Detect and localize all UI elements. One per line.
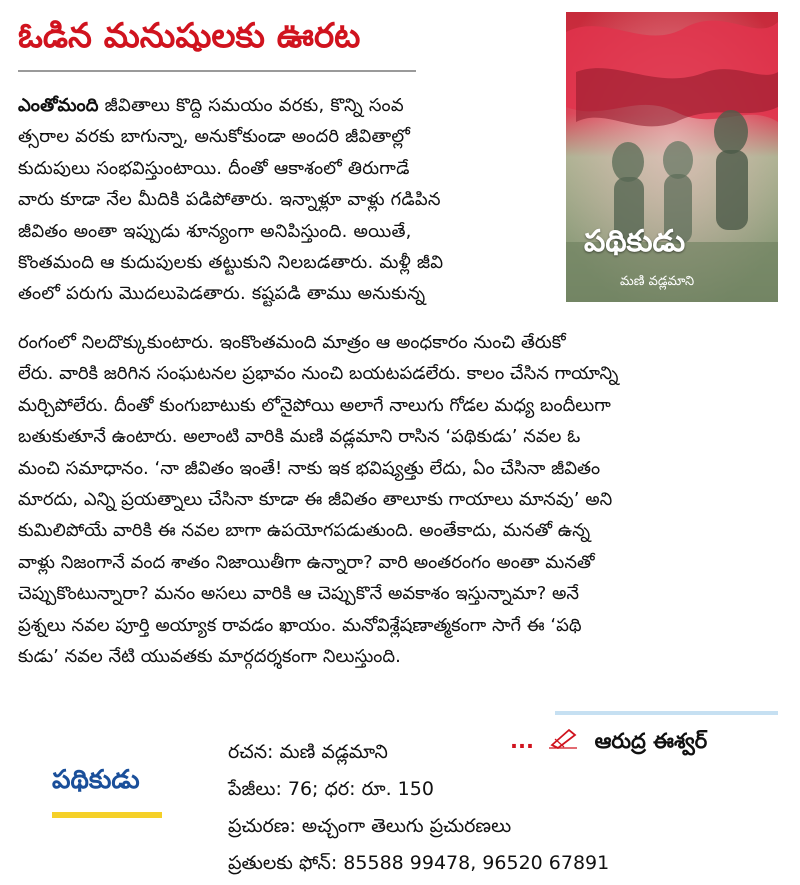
reviewer-name: ఆరుద్ర ఈశ్వర్ bbox=[594, 729, 708, 753]
body-line: కుదుపులు సంభవిస్తుంటాయి. దీంతో ఆకాశంలో తిరుగాడే bbox=[18, 157, 410, 179]
body-line: వాళ్లు నిజంగానే వంద శాతం నిజాయితీగా ఉన్నారా? వారి అంతరంగం అంతా మనతో bbox=[18, 551, 595, 573]
body-line: బతుకుతూనే ఉంటారు. అలాంటి వారికి మణి వడ్లమాని రాసిన ‘పథికుడు’ నవల ఓ bbox=[18, 426, 581, 448]
body-line: కుమిలిపోయే వారికి ఈ నవల బాగా ఉపయోగపడుతుంది. అంతేకాదు, మనతో ఉన్న bbox=[18, 520, 591, 542]
article-headline: ఓడిన మనుషులకు ఊరట bbox=[18, 16, 361, 56]
byline-divider bbox=[555, 711, 778, 715]
article-body-full-width bbox=[18, 327, 780, 672]
body-line: చెప్పుకొంటున్నారా? మనం అసలు వారికి ఆ చెప్పుకొనే అవకాశం ఇస్తున్నామా? అనే bbox=[18, 583, 580, 605]
body-line bbox=[18, 90, 562, 121]
body-line: మారదు, ఎన్ని ప్రయత్నాలు చేసినా కూడా ఈ జీవితం తాలూకు గాయాలు మానవు’ అని bbox=[18, 489, 613, 511]
body-line: మంచి సమాధానం. ‘నా జీవితం ఇంతే! నాకు ఇక భవిష్యత్తు లేదు, ఏం చేసినా జీవితం bbox=[18, 457, 601, 479]
detail-pages-price: పేజీలు: 76; ధర: రూ. 150 bbox=[228, 778, 434, 800]
body-line: కుడు’ నవల నేటి యువతకు మార్గదర్శకంగా నిలుస్తుంది. bbox=[18, 646, 401, 668]
book-details bbox=[228, 734, 609, 882]
headline-divider bbox=[18, 70, 416, 72]
body-line: ప్రశ్నలు నవల పూర్తి అయ్యాక రావడం ఖాయం. మనోవిశ్లేషణాత్మకంగా సాగే ఈ ‘పథి bbox=[18, 614, 582, 636]
book-cover-image bbox=[566, 12, 778, 302]
body-line-text: జీవితాలు కొద్ది సమయం వరకు, కొన్ని సంవ bbox=[98, 95, 404, 116]
body-lead-word: ఎంతోమంది bbox=[18, 95, 99, 116]
body-line: లేరు. వారికి జరిగిన సంఘటనల ప్రభావం నుంచి బయటపడలేరు. కాలం చేసిన గాయాన్ని bbox=[18, 363, 619, 385]
body-line: రంగంలో నిలదొక్కుకుంటారు. ఇంకొంతమంది మాత్రం ఆ అంధకారం నుంచి తేరుకో bbox=[18, 332, 566, 353]
body-line: త్సరాల వరకు బాగున్నా, అనుకోకుండా అందరి జీవితాల్లో bbox=[18, 126, 411, 148]
byline-dots: ... bbox=[510, 729, 534, 753]
body-line: మర్చిపోలేరు. దీంతో కుంగుబాటుకు లోనైపోయి అలాగే నాలుగు గోడల మధ్య బందీలుగా bbox=[18, 394, 611, 416]
cover-title: పథికుడు bbox=[584, 224, 686, 259]
article-body-top bbox=[18, 90, 562, 310]
detail-publisher: ప్రచురణ: అచ్చంగా తెలుగు ప్రచురణలు bbox=[228, 815, 512, 837]
book-title-label: పథికుడు bbox=[52, 765, 140, 795]
book-title-underline bbox=[52, 812, 162, 818]
body-line: జీవితం అంతా ఇప్పుడు శూన్యంగా అనిపిస్తుంది. అయితే, bbox=[18, 220, 412, 242]
body-line: వారు కూడా నేల మీదికి పడిపోతారు. ఇన్నాళ్లూ వాళ్లు గడిపిన bbox=[18, 189, 441, 211]
body-line: తంలో పరుగు మొదలుపెడతారు. కష్టపడి తాము అనుకున్న bbox=[18, 283, 426, 305]
detail-phone: ప్రతులకు ఫోన్: 85588 99478, 96520 67891 bbox=[228, 852, 610, 874]
body-line: కొంతమంది ఆ కుదుపులకు తట్టుకుని నిలబడతారు. మళ్లీ జీవి bbox=[18, 252, 444, 274]
detail-author: రచన: మణి వడ్లమాని bbox=[228, 741, 388, 763]
cover-author: మణి వడ్లమాని bbox=[620, 274, 695, 289]
